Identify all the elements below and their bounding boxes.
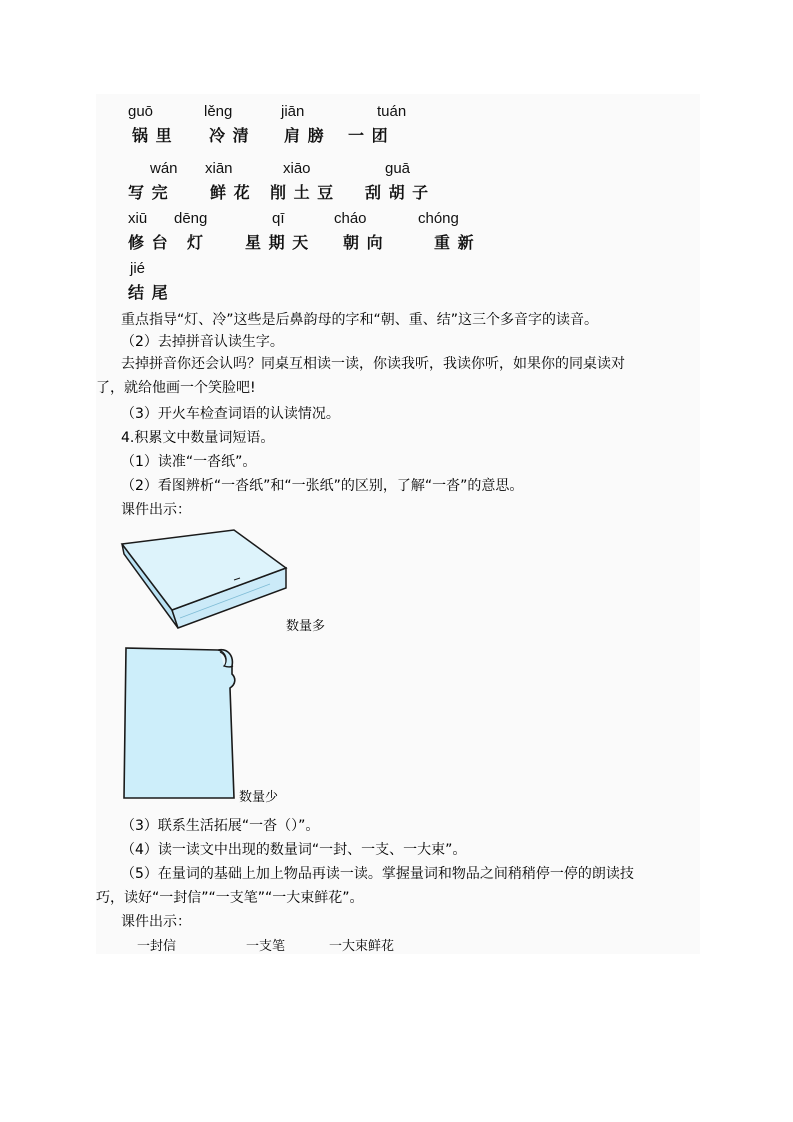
paragraph-peer-reading-line2: 了，就给他画一个笑脸吧! bbox=[96, 380, 256, 396]
paragraph-section-4: 4.积累文中数量词短语。 bbox=[121, 430, 275, 446]
paragraph-peer-reading-line1: 去掉拼音你还会认吗？同桌互相读一读，你读我听，我读你听，如果你的同桌读对 bbox=[121, 356, 625, 372]
paragraph-sub-4: （4）读一读文中出现的数量词“一封、一支、一大束”。 bbox=[121, 842, 467, 858]
caption-stack: 数量多 bbox=[286, 619, 326, 634]
word-jian-bang: 肩 膀 bbox=[284, 126, 325, 145]
word-yi-tuan: 一 团 bbox=[348, 126, 389, 145]
paragraph-courseware-1: 课件出示： bbox=[121, 502, 191, 518]
paragraph-sub-3: （3）联系生活拓展“一沓（）”。 bbox=[121, 818, 320, 834]
word-xian-hua: 鲜 花 bbox=[210, 183, 251, 202]
pinyin-gua: guā bbox=[385, 160, 411, 177]
paper-sheet-illustration bbox=[120, 644, 242, 802]
word-chong-xin: 重 新 bbox=[434, 233, 475, 252]
phrase-yi-feng-xin: 一封信 bbox=[137, 939, 177, 954]
word-xiu-tai: 修 台 bbox=[128, 233, 169, 252]
word-xing-qi-tian: 星 期 天 bbox=[245, 233, 310, 252]
phrase-yi-da-shu-xian-hua: 一大束鲜花 bbox=[329, 939, 395, 954]
pinyin-chao: cháo bbox=[334, 210, 367, 227]
word-chao-xiang: 朝 向 bbox=[343, 233, 384, 252]
word-guo-li: 锅 里 bbox=[132, 126, 173, 145]
pinyin-guo: guō bbox=[128, 103, 154, 120]
paragraph-sub-1: （1）读准“一沓纸”。 bbox=[121, 454, 257, 470]
paragraph-sub-2: （2）看图辨析“一沓纸”和“一张纸”的区别，了解“一沓”的意思。 bbox=[121, 478, 524, 494]
word-deng: 灯 bbox=[187, 233, 205, 252]
pinyin-leng: lěng bbox=[204, 103, 233, 120]
paragraph-step-3: （3）开火车检查词语的认读情况。 bbox=[121, 406, 340, 422]
paragraph-focus-guidance: 重点指导“灯、冷”这些是后鼻韵母的字和“朝、重、结”这三个多音字的读音。 bbox=[121, 312, 599, 328]
word-xiao-tu-dou: 削 土 豆 bbox=[270, 183, 335, 202]
paper-stack-top bbox=[122, 530, 286, 610]
pinyin-xiu: xiū bbox=[128, 210, 148, 227]
pinyin-jian: jiān bbox=[281, 103, 305, 120]
paragraph-step-2: （2）去掉拼音认读生字。 bbox=[121, 334, 284, 350]
pinyin-tuan: tuán bbox=[377, 103, 407, 120]
paper-sheet-body bbox=[124, 648, 235, 798]
word-xie-wan: 写 完 bbox=[128, 183, 169, 202]
paragraph-courseware-2: 课件出示： bbox=[121, 914, 191, 930]
pinyin-wan: wán bbox=[150, 160, 178, 177]
paper-stack-illustration bbox=[120, 528, 290, 632]
pinyin-xiao: xiāo bbox=[283, 160, 311, 177]
pinyin-qi: qī bbox=[272, 210, 285, 227]
word-jie-wei: 结 尾 bbox=[128, 283, 169, 302]
phrase-yi-zhi-bi: 一支笔 bbox=[246, 939, 286, 954]
word-gua-hu-zi: 刮 胡 子 bbox=[365, 183, 430, 202]
pinyin-deng: dēng bbox=[174, 210, 208, 227]
word-leng-qing: 冷 清 bbox=[209, 126, 250, 145]
pinyin-jie: jié bbox=[130, 260, 146, 277]
pinyin-chong: chóng bbox=[418, 210, 459, 227]
paragraph-sub-5-line1: （5）在量词的基础上加上物品再读一读。掌握量词和物品之间稍稍停一停的朗读技 bbox=[121, 866, 634, 882]
caption-sheet: 数量少 bbox=[239, 790, 279, 805]
pinyin-xian: xiān bbox=[205, 160, 233, 177]
paragraph-sub-5-line2: 巧，读好“一封信”“一支笔”“一大束鲜花”。 bbox=[96, 890, 364, 906]
